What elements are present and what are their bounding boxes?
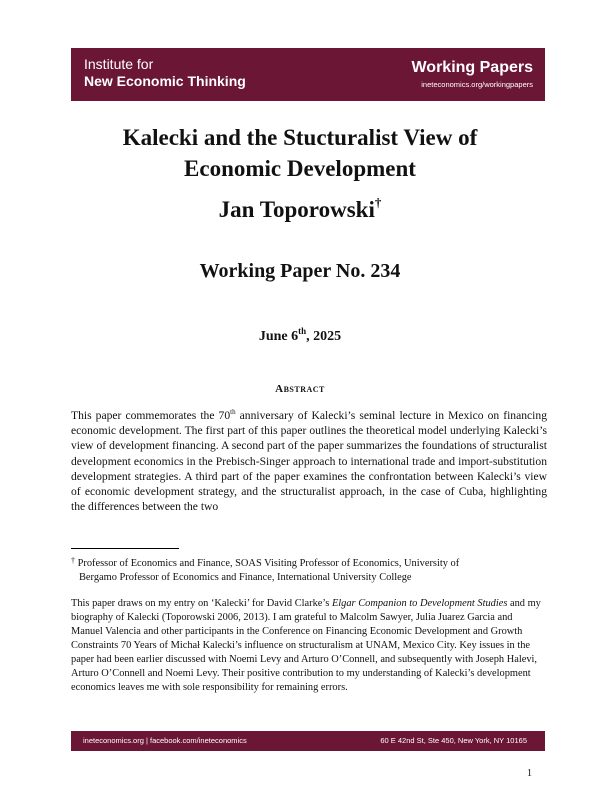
note-part1: This paper draws on my entry on ‘Kalecki’ for David Clarke’s	[71, 598, 332, 609]
paper-title	[0, 122, 600, 184]
footnote-line2: Bergamo Professor of Economics and Finance, International University College	[79, 572, 412, 583]
author-footnote-mark: †	[374, 195, 382, 210]
abstract-ordinal: th	[230, 408, 236, 416]
abstract-heading: Abstract	[275, 383, 325, 395]
footnote-mark: †	[71, 556, 75, 565]
abstract-text	[71, 408, 547, 514]
title-line2: Economic Development	[184, 156, 416, 181]
author	[0, 187, 600, 225]
institute-name-line2: New Economic Thinking	[84, 73, 246, 89]
header-banner	[71, 48, 545, 101]
footer-banner	[71, 731, 545, 751]
footer-address: 60 E 42nd St, Ste 450, New York, NY 10165	[380, 736, 527, 745]
date-prefix: June 6	[258, 329, 299, 344]
page-number: 1	[527, 768, 532, 779]
footnote-divider	[71, 548, 179, 549]
date-year: , 2025	[306, 329, 342, 344]
publication-date	[0, 322, 600, 346]
working-paper-number: Working Paper No. 234	[199, 260, 401, 282]
author-name: Jan Toporowski	[218, 197, 375, 222]
institute-name-line1: Institute for	[84, 56, 154, 72]
acknowledgements	[71, 597, 541, 695]
date-ordinal: th	[298, 326, 307, 336]
series-label: Working Papers	[411, 59, 533, 76]
author-footnote	[71, 554, 547, 585]
footer-links[interactable]: ineteconomics.org | facebook.com/ineteconomics	[83, 736, 247, 745]
note-book-title: Elgar Companion to Development Studies	[331, 598, 508, 609]
abstract-text-start: This paper commemorates the 70	[71, 409, 231, 422]
footnote-line1: Professor of Economics and Finance, SOAS Visiting Professor of Economics, University of	[75, 558, 460, 569]
note-part2: and my biography of Kalecki (Toporowski 2006, 2013). I am grateful to Malcolm Sawyer, Julia Juarez Garcia and Manuel Valencia and other participants in the Conference on Financing Economic Development and Growth Constraints 70 Years of Michał Kalecki’s influence on structuralism at UNAM, Mexico City. Key issues in the paper had been earlier discussed with Noemi Levy and Arturo O’Connell, and subsequently with Joseph Halevi, Arturo O’Connell and Noemi Levy. Their positive contribution to my understanding of Kalecki’s development economics leaves me with sole responsibility for remaining errors.	[71, 598, 541, 693]
abstract-text-rest: anniversary of Kalecki’s seminal lecture in Mexico on financing economic development. The first part of this paper outlines the theoretical model underlying Kalecki’s view of development financing. A second part of the paper summarizes the foundations of structuralist development economics in the Prebisch-Singer approach to international trade and import-substitution development strategies. A third part of the paper examines the confrontation between Kalecki’s view of economic development strategy, and the structuralist approach, in the case of Cuba, highlighting the differences between the two	[71, 409, 547, 514]
series-url[interactable]: ineteconomics.org/workingpapers	[421, 80, 533, 89]
title-line1: Kalecki and the Stucturalist View of	[122, 125, 478, 150]
